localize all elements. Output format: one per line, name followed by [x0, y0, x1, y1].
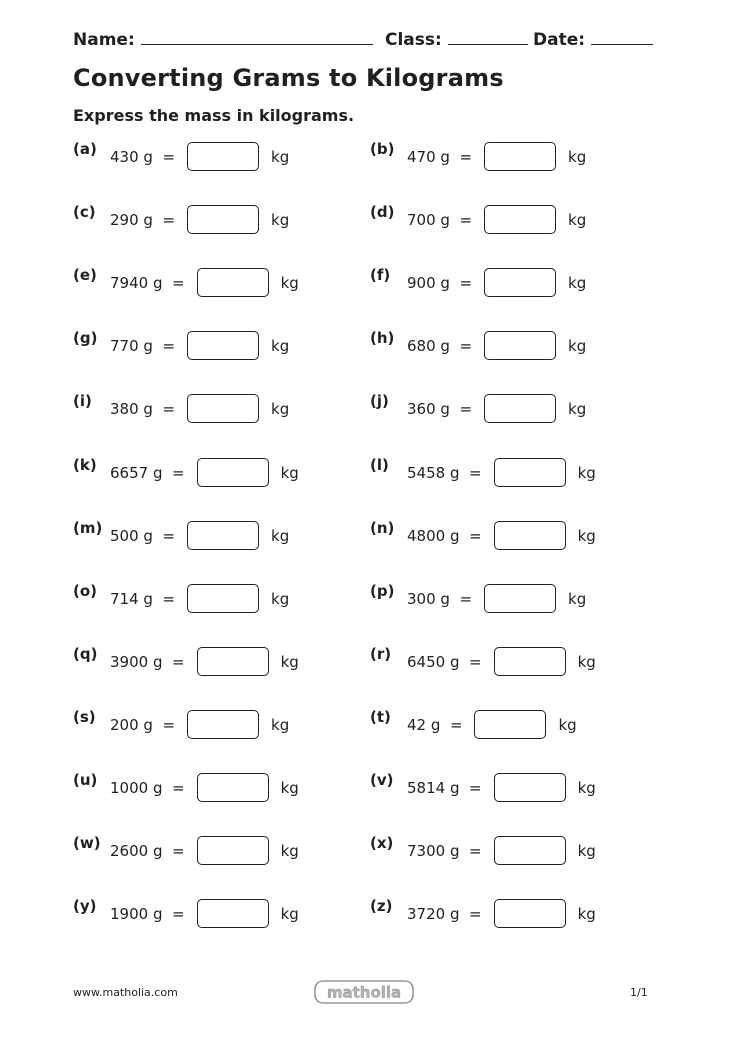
equals-sign: = [459, 337, 473, 355]
problem-item [370, 584, 670, 618]
problem-item [73, 394, 373, 428]
unit-label: kg [568, 590, 587, 608]
problem-item [370, 773, 670, 807]
grams-value: 6657 g [110, 464, 163, 482]
name-blank-line[interactable] [141, 43, 373, 45]
problem-label: (s) [73, 708, 96, 726]
problem-expression [407, 653, 482, 671]
grams-value: 500 g [110, 527, 153, 545]
answer-box[interactable] [197, 836, 269, 865]
answer-box[interactable] [197, 268, 269, 297]
problem-expression [407, 274, 472, 292]
problem-item [370, 710, 670, 744]
problem-expression [110, 527, 175, 545]
grams-value: 900 g [407, 274, 450, 292]
answer-box[interactable] [187, 710, 259, 739]
unit-label: kg [271, 716, 290, 734]
answer-box[interactable] [494, 521, 566, 550]
logo-text: matholia [326, 983, 402, 1002]
problem-expression [110, 400, 175, 418]
answer-box[interactable] [494, 458, 566, 487]
grams-value: 5458 g [407, 464, 460, 482]
grams-value: 300 g [407, 590, 450, 608]
grams-value: 770 g [110, 337, 153, 355]
problem-item [370, 899, 670, 933]
grams-value: 7940 g [110, 274, 163, 292]
problem-expression [407, 842, 482, 860]
grams-value: 200 g [110, 716, 153, 734]
problem-item [73, 142, 373, 176]
unit-label: kg [577, 905, 596, 923]
problem-label: (u) [73, 771, 98, 789]
matholia-logo [314, 979, 414, 1005]
problem-expression [110, 716, 175, 734]
equals-sign: = [162, 716, 176, 734]
problem-label: (e) [73, 266, 97, 284]
unit-label: kg [280, 779, 299, 797]
problem-item [370, 331, 670, 365]
unit-label: kg [568, 337, 587, 355]
problem-expression [110, 148, 175, 166]
unit-label: kg [577, 779, 596, 797]
problem-item [73, 899, 373, 933]
grams-value: 700 g [407, 211, 450, 229]
class-field[interactable] [385, 30, 528, 50]
problem-label: (p) [370, 582, 395, 600]
problem-expression [110, 590, 175, 608]
problem-item [73, 584, 373, 618]
unit-label: kg [280, 653, 299, 671]
answer-box[interactable] [484, 205, 556, 234]
problem-label: (f) [370, 266, 391, 284]
answer-box[interactable] [494, 899, 566, 928]
grams-value: 360 g [407, 400, 450, 418]
problem-label: (k) [73, 456, 97, 474]
unit-label: kg [271, 400, 290, 418]
equals-sign: = [469, 653, 482, 671]
equals-sign: = [459, 211, 473, 229]
unit-label: kg [280, 905, 299, 923]
answer-box[interactable] [197, 458, 269, 487]
equals-sign: = [172, 464, 185, 482]
grams-value: 42 g [407, 716, 441, 734]
problem-expression [407, 527, 482, 545]
grams-value: 4800 g [407, 527, 460, 545]
name-label: Name: [73, 30, 135, 50]
answer-box[interactable] [197, 899, 269, 928]
problem-label: (l) [370, 456, 389, 474]
grams-value: 680 g [407, 337, 450, 355]
problem-label: (d) [370, 203, 395, 221]
grams-value: 1900 g [110, 905, 163, 923]
worksheet-title: Converting Grams to Kilograms [73, 64, 504, 92]
unit-label: kg [577, 653, 596, 671]
problem-item [370, 521, 670, 555]
problem-label: (o) [73, 582, 98, 600]
problem-item [73, 331, 373, 365]
answer-box[interactable] [187, 584, 259, 613]
problem-label: (q) [73, 645, 98, 663]
problem-item [370, 142, 670, 176]
worksheet-instruction: Express the mass in kilograms. [73, 106, 355, 125]
class-label: Class: [385, 30, 442, 50]
unit-label: kg [577, 464, 596, 482]
equals-sign: = [172, 905, 185, 923]
grams-value: 2600 g [110, 842, 163, 860]
unit-label: kg [577, 842, 596, 860]
problem-label: (a) [73, 140, 97, 158]
problem-label: (r) [370, 645, 392, 663]
problem-label: (w) [73, 834, 101, 852]
equals-sign: = [162, 400, 176, 418]
grams-value: 3900 g [110, 653, 163, 671]
date-label: Date: [533, 30, 586, 50]
unit-label: kg [568, 148, 587, 166]
unit-label: kg [280, 274, 299, 292]
problem-expression [407, 905, 482, 923]
problem-expression [110, 653, 185, 671]
answer-box[interactable] [484, 268, 556, 297]
grams-value: 7300 g [407, 842, 460, 860]
equals-sign: = [459, 590, 473, 608]
problem-expression [407, 211, 472, 229]
equals-sign: = [469, 527, 482, 545]
problem-expression [407, 337, 472, 355]
date-field[interactable] [533, 30, 653, 50]
problem-label: (g) [73, 329, 98, 347]
problem-label: (h) [370, 329, 395, 347]
problem-item [73, 521, 373, 555]
unit-label: kg [271, 590, 290, 608]
problem-label: (x) [370, 834, 394, 852]
equals-sign: = [172, 274, 185, 292]
name-field[interactable] [73, 30, 373, 50]
equals-sign: = [449, 716, 463, 734]
problem-expression [407, 716, 463, 734]
problem-expression [110, 779, 185, 797]
unit-label: kg [577, 527, 596, 545]
problem-item [370, 394, 670, 428]
problem-item [370, 205, 670, 239]
problem-expression [110, 274, 185, 292]
equals-sign: = [459, 400, 473, 418]
problem-label: (j) [370, 392, 389, 410]
footer-website: www.matholia.com [73, 986, 178, 999]
problem-expression [110, 337, 175, 355]
date-blank-line[interactable] [591, 43, 653, 45]
problem-expression [407, 779, 482, 797]
problem-label: (b) [370, 140, 395, 158]
unit-label: kg [558, 716, 577, 734]
problem-expression [110, 211, 175, 229]
grams-value: 6450 g [407, 653, 460, 671]
problem-item [73, 205, 373, 239]
unit-label: kg [271, 527, 290, 545]
grams-value: 290 g [110, 211, 153, 229]
answer-box[interactable] [187, 331, 259, 360]
equals-sign: = [469, 842, 482, 860]
answer-box[interactable] [484, 142, 556, 171]
answer-box[interactable] [484, 584, 556, 613]
student-info-header [73, 30, 653, 58]
problem-item [73, 836, 373, 870]
answer-box[interactable] [474, 710, 546, 739]
problem-label: (n) [370, 519, 395, 537]
equals-sign: = [162, 590, 176, 608]
problem-expression [110, 842, 185, 860]
equals-sign: = [172, 779, 185, 797]
equals-sign: = [459, 148, 473, 166]
grams-value: 380 g [110, 400, 153, 418]
grams-value: 470 g [407, 148, 450, 166]
grams-value: 714 g [110, 590, 153, 608]
problem-item [73, 268, 373, 302]
equals-sign: = [469, 464, 482, 482]
answer-box[interactable] [187, 521, 259, 550]
answer-box[interactable] [494, 773, 566, 802]
problem-label: (c) [73, 203, 96, 221]
answer-box[interactable] [484, 394, 556, 423]
problem-item [370, 836, 670, 870]
unit-label: kg [271, 337, 290, 355]
unit-label: kg [568, 211, 587, 229]
equals-sign: = [172, 653, 185, 671]
equals-sign: = [162, 211, 176, 229]
problem-label: (i) [73, 392, 92, 410]
answer-box[interactable] [187, 142, 259, 171]
equals-sign: = [162, 527, 176, 545]
problem-expression [110, 905, 185, 923]
equals-sign: = [459, 274, 473, 292]
page-number: 1/1 [630, 986, 648, 999]
unit-label: kg [568, 400, 587, 418]
problem-expression [407, 400, 472, 418]
answer-box[interactable] [197, 773, 269, 802]
grams-value: 5814 g [407, 779, 460, 797]
equals-sign: = [469, 905, 482, 923]
problem-label: (v) [370, 771, 394, 789]
answer-box[interactable] [187, 394, 259, 423]
problem-item [73, 458, 373, 492]
answer-box[interactable] [494, 647, 566, 676]
grams-value: 430 g [110, 148, 153, 166]
problem-label: (m) [73, 519, 103, 537]
unit-label: kg [568, 274, 587, 292]
class-blank-line[interactable] [448, 43, 528, 45]
grams-value: 1000 g [110, 779, 163, 797]
problem-item [73, 647, 373, 681]
answer-box[interactable] [494, 836, 566, 865]
problem-expression [110, 464, 185, 482]
answer-box[interactable] [197, 647, 269, 676]
problem-item [370, 458, 670, 492]
unit-label: kg [271, 211, 290, 229]
equals-sign: = [172, 842, 185, 860]
answer-box[interactable] [187, 205, 259, 234]
unit-label: kg [280, 464, 299, 482]
unit-label: kg [271, 148, 290, 166]
answer-box[interactable] [484, 331, 556, 360]
problem-expression [407, 148, 472, 166]
unit-label: kg [280, 842, 299, 860]
problem-item [370, 268, 670, 302]
problem-label: (z) [370, 897, 393, 915]
grams-value: 3720 g [407, 905, 460, 923]
equals-sign: = [469, 779, 482, 797]
equals-sign: = [162, 337, 176, 355]
problem-item [370, 647, 670, 681]
problem-label: (t) [370, 708, 391, 726]
problem-item [73, 710, 373, 744]
problem-item [73, 773, 373, 807]
equals-sign: = [162, 148, 176, 166]
problem-expression [407, 464, 482, 482]
problem-label: (y) [73, 897, 97, 915]
problem-expression [407, 590, 472, 608]
